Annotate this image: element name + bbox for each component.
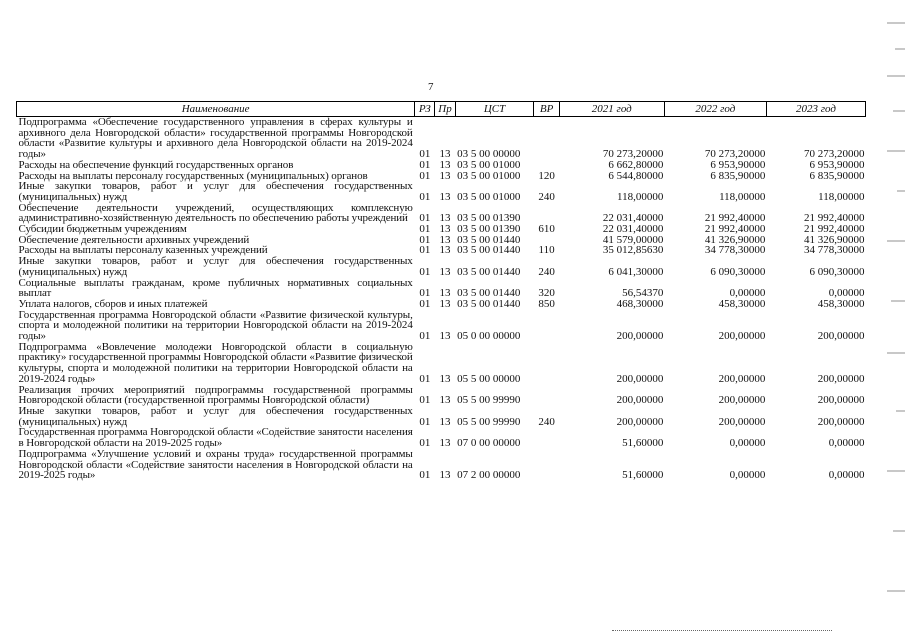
- cell-cst: 07 0 00 00000: [457, 437, 521, 450]
- cell-rz: 01: [419, 212, 431, 225]
- cell-name: Подпрограмма «Вовлечение молодежи Новгородской области в социальную практику» государственной программы Новгородской области «Развитие физической культуры, спорта и молодежной политики на территории Новгородской области на 2019-2024 годы»: [18, 340, 413, 385]
- cell-cst: 03 5 00 01000: [457, 169, 521, 182]
- cell-pr: 13: [439, 233, 451, 246]
- cell-cst: 05 5 00 00000: [457, 372, 521, 385]
- cell-pr: 13: [439, 469, 451, 482]
- cell-2022: 21 992,40000: [704, 223, 766, 236]
- table-header-row: [17, 102, 866, 117]
- cell-rz: 01: [419, 233, 431, 246]
- cell-vr: 610: [538, 223, 555, 236]
- cell-2023: 118,00000: [818, 190, 865, 203]
- cell-pr: 13: [439, 265, 451, 278]
- cell-2023: 70 273,20000: [804, 148, 865, 161]
- cell-name: Субсидии бюджетным учреждениям: [18, 223, 187, 236]
- cell-rz: 01: [419, 415, 431, 428]
- cell-name: Иные закупки товаров, работ и услуг для обеспечения государственных (муниципальных) нужд: [18, 180, 413, 203]
- cell-2021: 70 273,20000: [602, 148, 664, 161]
- cell-cst: 03 5 00 01390: [457, 223, 521, 236]
- cell-2022: 458,30000: [718, 297, 766, 310]
- cell-cst: 03 5 00 01440: [457, 244, 521, 257]
- cell-vr: 120: [538, 169, 555, 182]
- cell-name: Уплата налогов, сборов и иных платежей: [18, 297, 208, 310]
- cell-cst: 03 5 00 01000: [457, 190, 521, 203]
- cell-2022: 200,00000: [718, 330, 766, 343]
- cell-vr: 320: [538, 287, 555, 300]
- cell-2023: 21 992,40000: [804, 212, 865, 225]
- cell-2021: 118,00000: [616, 190, 664, 203]
- cell-2022: 70 273,20000: [704, 148, 766, 161]
- cell-pr: 13: [439, 148, 451, 161]
- header-rz: РЗ: [415, 102, 435, 117]
- cell-vr: [534, 427, 559, 448]
- cell-name: Иные закупки товаров, работ и услуг для обеспечения государственных (муниципальных) нужд: [18, 404, 413, 428]
- cell-cst: 03 5 00 01440: [457, 297, 521, 310]
- cell-2021: 51,60000: [622, 469, 664, 482]
- cell-2023: 200,00000: [817, 394, 865, 407]
- cell-name: Социальные выплаты гражданам, кроме публичных нормативных социальных выплат: [18, 276, 413, 300]
- table-row: [17, 203, 866, 224]
- cell-vr: [534, 310, 559, 342]
- cell-pr: 13: [439, 394, 451, 407]
- cell-pr: 13: [439, 244, 451, 257]
- cell-pr: 13: [439, 330, 451, 343]
- cell-cst: 05 5 00 99990: [457, 415, 521, 428]
- cell-2022: 6 090,30000: [710, 265, 766, 278]
- scan-edge-artifact: [881, 0, 905, 640]
- cell-pr: 13: [439, 415, 451, 428]
- cell-2023: 200,00000: [817, 415, 865, 428]
- cell-2021: 200,00000: [616, 394, 664, 407]
- budget-table: [16, 101, 866, 481]
- cell-name: Расходы на выплаты персоналу казенных учреждений: [18, 244, 268, 257]
- cell-rz: 01: [419, 437, 431, 450]
- cell-rz: 01: [419, 372, 431, 385]
- cell-2021: 51,60000: [622, 437, 664, 450]
- cell-cst: 05 5 00 99990: [457, 394, 521, 407]
- header-2021: 2021 год: [559, 102, 664, 117]
- cell-2021: 200,00000: [616, 415, 664, 428]
- cell-2021: 22 031,40000: [602, 212, 664, 225]
- cell-2023: 34 778,30000: [804, 244, 865, 257]
- cell-vr: 240: [538, 190, 555, 203]
- cell-rz: 01: [419, 244, 431, 257]
- cell-pr: 13: [439, 437, 451, 450]
- cell-cst: 07 2 00 00000: [457, 469, 521, 482]
- cell-pr: 13: [439, 169, 451, 182]
- cell-2022: 0,00000: [729, 437, 766, 450]
- cell-2022: 200,00000: [718, 372, 766, 385]
- cell-2021: 200,00000: [616, 372, 664, 385]
- cell-2022: 0,00000: [729, 469, 766, 482]
- header-2022: 2022 год: [664, 102, 766, 117]
- cell-vr: [534, 342, 559, 385]
- cell-cst: 03 5 00 01440: [457, 233, 521, 246]
- cell-rz: 01: [419, 148, 431, 161]
- cell-vr: 240: [538, 265, 555, 278]
- cell-2022: 6 835,90000: [710, 169, 766, 182]
- cell-name: Реализация прочих мероприятий подпрограммы государственной программы Новгородской области (государственной программы Новгородской области): [18, 383, 413, 407]
- cell-vr: 240: [538, 415, 555, 428]
- cell-name: Государственная программа Новгородской области «Содействие занятости населения в Новгородской области на 2019-2025 годы»: [18, 426, 413, 450]
- cell-2022: 200,00000: [718, 415, 766, 428]
- cell-rz: 01: [419, 469, 431, 482]
- cell-2021: 56,54370: [622, 287, 664, 300]
- header-name: Наименование: [17, 102, 415, 117]
- cell-2023: 200,00000: [817, 372, 865, 385]
- cell-2023: 41 326,90000: [804, 233, 865, 246]
- cell-name: Государственная программа Новгородской области «Развитие физической культуры, спорта и молодежной политики на территории Новгородской области на 2019-2024 годы»: [18, 308, 413, 343]
- cell-vr: [534, 160, 559, 171]
- cell-2022: 6 953,90000: [710, 158, 766, 171]
- cell-vr: [534, 117, 559, 160]
- cell-name: Подпрограмма «Улучшение условий и охраны труда» государственной программы Новгородской области «Содействие занятости населения в Новгородской области на 2019-2025 годы»: [18, 447, 413, 482]
- cell-2021: 41 579,00000: [602, 233, 664, 246]
- table-body: [17, 117, 866, 481]
- cell-cst: 03 5 00 01440: [457, 287, 521, 300]
- cell-name: Расходы на обеспечение функций государственных органов: [18, 158, 294, 171]
- cell-2021: 6 662,80000: [608, 158, 664, 171]
- cell-pr: 13: [439, 297, 451, 310]
- header-2023: 2023 год: [766, 102, 865, 117]
- cell-vr: [534, 203, 559, 224]
- cell-name: Расходы на выплаты персоналу государственных (муниципальных) органов: [18, 169, 368, 182]
- cell-vr: [534, 385, 559, 406]
- cell-pr: 13: [439, 223, 451, 236]
- cell-pr: 13: [439, 158, 451, 171]
- cell-vr: [534, 449, 559, 481]
- table-row: [17, 310, 866, 342]
- page-number: 7: [428, 81, 434, 93]
- cell-cst: 03 5 00 01440: [457, 265, 521, 278]
- cell-pr: 13: [439, 287, 451, 300]
- cell-2022: 41 326,90000: [704, 233, 766, 246]
- cell-2022: 0,00000: [729, 287, 766, 300]
- table-row: [17, 117, 866, 160]
- cell-2023: 0,00000: [828, 469, 865, 482]
- cell-cst: 05 0 00 00000: [457, 330, 521, 343]
- cell-pr: 13: [439, 372, 451, 385]
- cell-2022: 200,00000: [718, 394, 766, 407]
- cell-2021: 6 041,30000: [608, 265, 664, 278]
- cell-rz: 01: [419, 158, 431, 171]
- cell-2021: 22 031,40000: [602, 223, 664, 236]
- cell-cst: 03 5 00 01390: [457, 212, 521, 225]
- cell-pr: 13: [439, 190, 451, 203]
- cell-rz: 01: [419, 223, 431, 236]
- cell-2021: 35 012,85630: [602, 244, 664, 257]
- cell-vr: 110: [538, 244, 555, 257]
- cell-2021: 6 544,80000: [608, 169, 664, 182]
- table-row: [17, 181, 866, 202]
- header-vr: ВР: [534, 102, 559, 117]
- table-row: [17, 342, 866, 385]
- cell-2023: 200,00000: [817, 330, 865, 343]
- cell-rz: 01: [419, 394, 431, 407]
- cell-2022: 21 992,40000: [704, 212, 766, 225]
- cell-rz: 01: [419, 297, 431, 310]
- cell-cst: 03 5 00 00000: [457, 148, 521, 161]
- table-row: [17, 278, 866, 299]
- cell-2023: 6 835,90000: [809, 169, 865, 182]
- table-row: [17, 160, 866, 171]
- cell-rz: 01: [419, 265, 431, 278]
- cell-2023: 0,00000: [828, 287, 865, 300]
- cell-rz: 01: [419, 190, 431, 203]
- table-row: [17, 256, 866, 277]
- cell-2023: 0,00000: [828, 437, 865, 450]
- cell-2021: 468,30000: [616, 297, 664, 310]
- cell-rz: 01: [419, 169, 431, 182]
- cell-name: Подпрограмма «Обеспечение государственного управления в сферах культуры и архивного дела Новгородской области» государственной программы Новгородской области «Развитие культуры и архивного дела Новгородской области на 2019-2024 годы»: [18, 116, 413, 161]
- cell-2023: 458,30000: [817, 297, 865, 310]
- cell-cst: 03 5 00 01000: [457, 158, 521, 171]
- cell-name: Иные закупки товаров, работ и услуг для обеспечения государственных (муниципальных) нужд: [18, 255, 413, 278]
- cell-rz: 01: [419, 330, 431, 343]
- table-row: [17, 427, 866, 448]
- cell-2021: 200,00000: [616, 330, 664, 343]
- cell-2022: 34 778,30000: [704, 244, 766, 257]
- scan-bottom-artifact: [612, 630, 832, 634]
- cell-2023: 6 090,30000: [809, 265, 865, 278]
- cell-pr: 13: [439, 212, 451, 225]
- header-cst: ЦСТ: [455, 102, 534, 117]
- cell-vr: 850: [538, 297, 555, 310]
- cell-name: Обеспечение деятельности архивных учреждений: [18, 233, 250, 246]
- table-row: [17, 385, 866, 406]
- cell-2023: 21 992,40000: [804, 223, 865, 236]
- header-pr: Пр: [435, 102, 455, 117]
- cell-name: Обеспечение деятельности учреждений, осуществляющих комплексную административно-хозяйственную деятельность по обеспечению работы учреждений: [18, 201, 413, 225]
- table-row: [17, 406, 866, 427]
- table-row: [17, 449, 866, 481]
- cell-2023: 6 953,90000: [809, 158, 865, 171]
- cell-rz: 01: [419, 287, 431, 300]
- cell-2022: 118,00000: [719, 190, 766, 203]
